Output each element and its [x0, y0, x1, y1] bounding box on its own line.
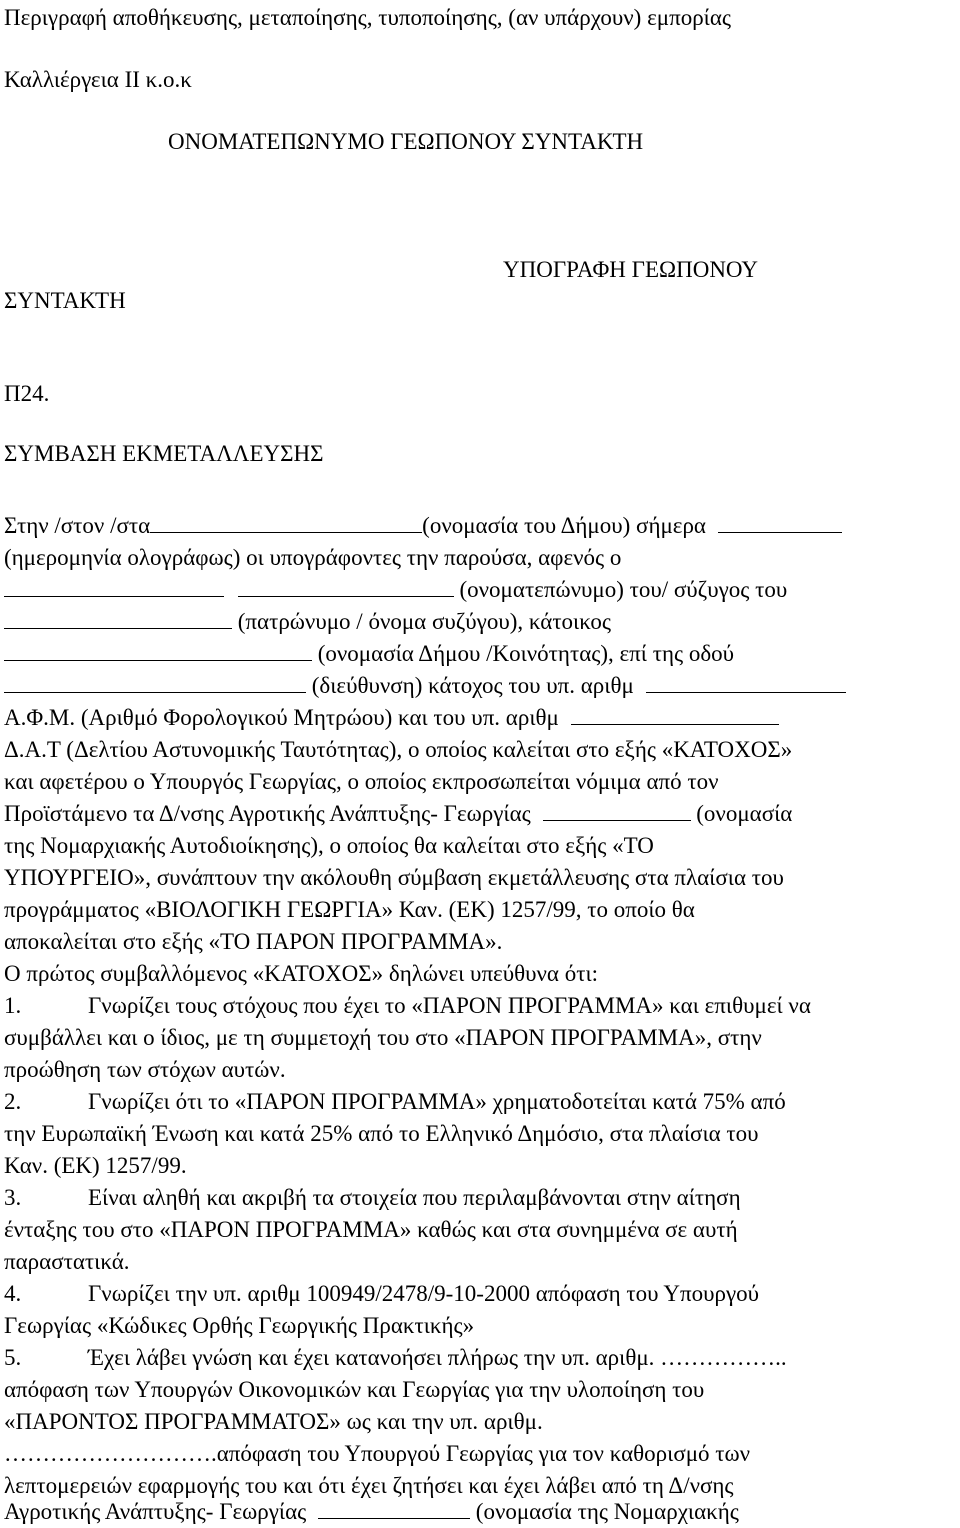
item-text: Γνωρίζει την υπ. αριθμ 100949/2478/9-10-2000 απόφαση του Υπουργού	[88, 1281, 760, 1306]
item-number: 1.	[4, 993, 22, 1018]
body-line-6: προγράμματος «ΒΙΟΛΟΓΙΚΗ ΓΕΩΡΓΙΑ» Καν. (ΕΚ) 1257/99, το οποίο θα	[4, 897, 695, 922]
list-item-2	[4, 1086, 786, 1118]
form-text: Στην /στον /στα	[4, 513, 151, 538]
list-item-2-cont: Καν. (ΕΚ) 1257/99.	[4, 1153, 187, 1178]
item-text: Είναι αληθή και ακριβή τα στοιχεία που περιλαμβάνονται στην αίτηση	[88, 1185, 741, 1210]
list-item-1-cont: συμβάλλει και ο ίδιος, με τη συμμετοχή του στο «ΠΑΡΟΝ ΠΡΟΓΡΑΜΜΑ», στην	[4, 1025, 762, 1050]
list-item-4-cont: Γεωργίας «Κώδικες Ορθής Γεωργικής Πρακτικής»	[4, 1313, 475, 1338]
fill-in-blank[interactable]	[4, 672, 306, 693]
list-item-5-cont: απόφαση των Υπουργών Οικονομικών και Γεωργίας για την υλοποίηση του	[4, 1377, 705, 1402]
heading-line-1: Περιγραφή αποθήκευσης, μεταποίησης, τυποποίησης, (αν υπάρχουν) εμπορίας	[4, 5, 732, 30]
form-text: (πατρώνυμο / όνομα συζύγου), κάτοικος	[237, 609, 611, 634]
fill-in-blank[interactable]	[718, 512, 842, 533]
body-line-8: Ο πρώτος συμβαλλόμενος «ΚΑΤΟΧΟΣ» δηλώνει υπεύθυνα ότι:	[4, 961, 599, 986]
body-text: (ονομασία	[696, 801, 793, 826]
body-line-7: αποκαλείται στο εξής «ΤΟ ΠΑΡΟΝ ΠΡΟΓΡΑΜΜΑ».	[4, 929, 503, 954]
form-line-6	[4, 670, 846, 702]
list-item-5-cont	[4, 1496, 739, 1528]
list-item-4	[4, 1278, 759, 1310]
list-item-5-cont: ……………………….απόφαση του Υπουργού Γεωργίας για τον καθορισμό των	[4, 1441, 751, 1466]
item-number: 2.	[4, 1089, 22, 1114]
fill-in-blank[interactable]	[543, 800, 691, 821]
list-item-1	[4, 990, 811, 1022]
body-line-1: Δ.Α.Τ (Δελτίου Αστυνομικής Ταυτότητας), ο οποίος καλείται στο εξής «ΚΑΤΟΧΟΣ»	[4, 737, 793, 762]
list-item-5-cont: λεπτομερειών εφαρμογής του και ότι έχει ζητήσει και έχει λάβει από τη Δ/νσης	[4, 1473, 734, 1498]
fill-in-blank[interactable]	[238, 576, 454, 597]
form-line-1	[4, 510, 842, 542]
form-line-5	[4, 638, 734, 670]
fill-in-blank[interactable]	[4, 608, 232, 629]
item-text: Γνωρίζει ότι το «ΠΑΡΟΝ ΠΡΟΓΡΑΜΜΑ» χρηματοδοτείται κατά 75% από	[88, 1089, 786, 1114]
body-line-2: και αφετέρου ο Υπουργός Γεωργίας, ο οποίος εκπροσωπείται νόμιμα από τον	[4, 769, 719, 794]
form-line-3	[4, 574, 787, 606]
form-line-2: (ημερομηνία ολογράφως) οι υπογράφοντες την παρούσα, αφενός ο	[4, 545, 622, 570]
body-line-3	[4, 798, 792, 830]
form-text: (ονομασία του Δήμου) σήμερα	[422, 513, 706, 538]
form-text: (διεύθυνση) κάτοχος του υπ. αριθμ	[311, 673, 634, 698]
document-code: Π24.	[4, 381, 50, 406]
contract-title: ΣΥΜΒΑΣΗ ΕΚΜΕΤΑΛΛΕΥΣΗΣ	[4, 441, 324, 466]
fill-in-blank[interactable]	[646, 672, 846, 693]
heading-line-2: Καλλιέργεια ΙΙ κ.ο.κ	[4, 67, 192, 92]
body-line-4: της Νομαρχιακής Αυτοδιοίκησης), ο οποίος θα καλείται στο εξής «ΤΟ	[4, 833, 654, 858]
signature-label: ΥΠΟΓΡΑΦΗ ΓΕΩΠΟΝΟΥ	[503, 257, 759, 282]
author-label: ΣΥΝΤΑΚΤΗ	[4, 288, 126, 313]
list-item-5-cont: «ΠΑΡΟΝΤΟΣ ΠΡΟΓΡΑΜΜΑΤΟΣ» ως και την υπ. αριθμ.	[4, 1409, 543, 1434]
list-item-3-cont: παραστατικά.	[4, 1249, 130, 1274]
fill-in-blank[interactable]	[571, 704, 779, 725]
fill-in-blank[interactable]	[4, 576, 224, 597]
item-number: 3.	[4, 1185, 22, 1210]
list-item-2-cont: την Ευρωπαϊκή Ένωση και κατά 25% από το Ελληνικό Δημόσιο, στα πλαίσια του	[4, 1121, 759, 1146]
list-item-1-cont: προώθηση των στόχων αυτών.	[4, 1057, 286, 1082]
item-number: 5.	[4, 1345, 22, 1370]
item-number: 4.	[4, 1281, 22, 1306]
fill-in-blank[interactable]	[4, 640, 312, 661]
fill-in-blank[interactable]	[318, 1498, 470, 1519]
list-item-3-cont: ένταξης του στο «ΠΑΡΟΝ ΠΡΟΓΡΑΜΜΑ» καθώς και στα συνημμένα σε αυτή	[4, 1217, 738, 1242]
body-text: Προϊστάμενο τα Δ/νσης Αγροτικής Ανάπτυξης- Γεωργίας	[4, 801, 531, 826]
form-line-7	[4, 702, 779, 734]
form-text: Α.Φ.Μ. (Αριθμό Φορολογικού Μητρώου) και του υπ. αριθμ	[4, 705, 559, 730]
form-text: (ονοματεπώνυμο) του/ σύζυγος του	[459, 577, 788, 602]
item-text: Αγροτικής Ανάπτυξης- Γεωργίας	[4, 1499, 307, 1524]
item-text: (ονομασία της Νομαρχιακής	[475, 1499, 739, 1524]
form-text: (ονομασία Δήμου /Κοινότητας), επί της οδού	[317, 641, 735, 666]
form-line-4	[4, 606, 611, 638]
item-text: Έχει λάβει γνώση και έχει κατανοήσει πλήρως την υπ. αριθμ. ……………..	[88, 1345, 787, 1370]
list-item-5	[4, 1342, 787, 1374]
item-text: Γνωρίζει τους στόχους που έχει το «ΠΑΡΟΝ ΠΡΟΓΡΑΜΜΑ» και επιθυμεί να	[88, 993, 811, 1018]
fill-in-blank[interactable]	[150, 512, 422, 533]
body-line-5: ΥΠΟΥΡΓΕΙΟ», συνάπτουν την ακόλουθη σύμβαση εκμετάλλευσης στα πλαίσια του	[4, 865, 784, 890]
author-name-label: ΟΝΟΜΑΤΕΠΩΝΥΜΟ ΓΕΩΠΟΝΟΥ ΣΥΝΤΑΚΤΗ	[168, 129, 644, 154]
list-item-3	[4, 1182, 741, 1214]
